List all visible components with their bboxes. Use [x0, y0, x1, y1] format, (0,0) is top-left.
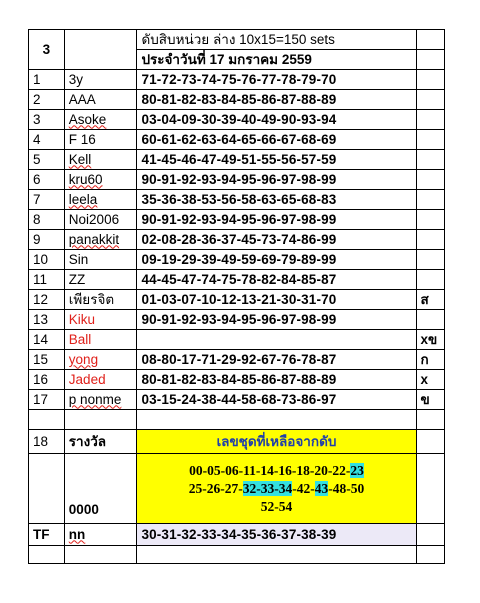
entry-name: Noi2006 — [64, 210, 137, 230]
tf-numbers: 30-31-32-33-34-35-36-37-38-39 — [137, 524, 416, 546]
entry-tag — [416, 230, 444, 250]
highlight-32-34: 32-33-34 — [242, 480, 293, 496]
lottery-sheet-table — [28, 29, 445, 564]
entry-tag — [416, 110, 444, 130]
entry-row — [29, 70, 445, 90]
entry-number: 1 — [29, 70, 65, 90]
entry-name: Jaded — [64, 370, 137, 390]
entry-name: Asoke — [64, 110, 137, 130]
prize-header-row — [29, 430, 445, 454]
entry-row — [29, 90, 445, 110]
entry-number: 4 — [29, 130, 65, 150]
entry-name: Ball — [64, 330, 137, 350]
sheet-title: ดับสิบหน่วย ล่าง 10x15=150 sets — [137, 30, 416, 50]
entry-tag — [416, 310, 444, 330]
entry-tag: xข — [416, 330, 444, 350]
entry-name: AAA — [64, 90, 137, 110]
tf-tag-blank — [416, 524, 444, 546]
highlight-23: 23 — [350, 462, 364, 478]
prize-tag-blank — [416, 430, 444, 454]
entry-row — [29, 190, 445, 210]
entry-tag — [416, 70, 444, 90]
prize-label: รางวัล — [64, 430, 137, 454]
entry-tag — [416, 90, 444, 110]
entry-row — [29, 150, 445, 170]
entry-number: 11 — [29, 270, 65, 290]
entry-number: 10 — [29, 250, 65, 270]
prize-code: 0000 — [64, 454, 137, 524]
entry-tag: ส — [416, 290, 444, 310]
remaining-line-2: 25-26-27-32-33-34-42-43-48-50 — [188, 480, 365, 496]
entry-numbers: 71-72-73-74-75-76-77-78-79-70 — [137, 70, 416, 90]
entry-numbers: 41-45-46-47-49-51-55-56-57-59 — [137, 150, 416, 170]
entry-row — [29, 250, 445, 270]
bottom-blank-row — [29, 546, 445, 564]
header-row-1 — [29, 30, 445, 50]
prize-no-blank — [29, 454, 65, 524]
entry-number: 3 — [29, 110, 65, 130]
header-blank — [64, 30, 137, 70]
entry-number: 6 — [29, 170, 65, 190]
remaining-numbers — [137, 454, 416, 524]
entry-numbers: 90-91-92-93-94-95-96-97-98-99 — [137, 310, 416, 330]
entry-name: Sin — [64, 250, 137, 270]
entry-tag — [416, 250, 444, 270]
entry-numbers: 60-61-62-63-64-65-66-67-68-69 — [137, 130, 416, 150]
entry-numbers: 44-45-47-74-75-78-82-84-85-87 — [137, 270, 416, 290]
entry-numbers: 35-36-38-53-56-58-63-65-68-83 — [137, 190, 416, 210]
remaining-header: เลขชุดที่เหลือจากดับ — [137, 430, 416, 454]
tf-name: nn — [64, 524, 137, 546]
entry-number: 5 — [29, 150, 65, 170]
entry-row — [29, 370, 445, 390]
entry-tag — [416, 150, 444, 170]
entry-tag — [416, 130, 444, 150]
entry-row — [29, 210, 445, 230]
entry-numbers: 02-08-28-36-37-45-73-74-86-99 — [137, 230, 416, 250]
entry-number: 2 — [29, 90, 65, 110]
entry-numbers: 80-81-82-83-84-85-86-87-88-89 — [137, 370, 416, 390]
header-tag-blank — [416, 30, 444, 50]
entry-name: ZZ — [64, 270, 137, 290]
entry-numbers: 03-15-24-38-44-58-68-73-86-97 — [137, 390, 416, 410]
entry-name: kru60 — [64, 170, 137, 190]
header-tag-blank-2 — [416, 50, 444, 70]
sheet-number: 3 — [29, 30, 65, 70]
entry-row — [29, 130, 445, 150]
entry-name: panakkit — [64, 230, 137, 250]
entry-name: Kiku — [64, 310, 137, 330]
entry-row — [29, 290, 445, 310]
entry-row — [29, 310, 445, 330]
highlight-43: 43 — [314, 480, 329, 496]
remaining-line-1: 00-05-06-11-14-16-18-20-22-23 — [189, 462, 364, 478]
entry-row — [29, 230, 445, 250]
entry-name: 3y — [64, 70, 137, 90]
entry-name: F 16 — [64, 130, 137, 150]
entries-body — [29, 70, 445, 410]
remaining-line-3: 52-54 — [260, 498, 293, 514]
entry-row — [29, 350, 445, 370]
entry-number: 13 — [29, 310, 65, 330]
entry-row — [29, 170, 445, 190]
entry-number: 15 — [29, 350, 65, 370]
entry-row — [29, 270, 445, 290]
spacer-row — [29, 410, 445, 430]
tf-label: TF — [29, 524, 65, 546]
entry-tag — [416, 190, 444, 210]
entry-numbers — [137, 330, 416, 350]
entry-number: 8 — [29, 210, 65, 230]
entry-numbers: 09-19-29-39-49-59-69-79-89-99 — [137, 250, 416, 270]
entry-tag — [416, 210, 444, 230]
entry-number: 7 — [29, 190, 65, 210]
entry-numbers: 01-03-07-10-12-13-21-30-31-70 — [137, 290, 416, 310]
entry-numbers: 90-91-92-93-94-95-96-97-98-99 — [137, 170, 416, 190]
entry-number: 16 — [29, 370, 65, 390]
entry-number: 17 — [29, 390, 65, 410]
entry-row — [29, 390, 445, 410]
entry-number: 14 — [29, 330, 65, 350]
entry-number: 12 — [29, 290, 65, 310]
entry-numbers: 08-80-17-71-29-92-67-76-78-87 — [137, 350, 416, 370]
entry-tag — [416, 270, 444, 290]
entry-name: เพียรจิต — [64, 290, 137, 310]
prize-tag-blank-2 — [416, 454, 444, 524]
tf-row — [29, 524, 445, 546]
entry-number: 9 — [29, 230, 65, 250]
entry-numbers: 80-81-82-83-84-85-86-87-88-89 — [137, 90, 416, 110]
sheet-date: ประจำวันที่ 17 มกราคม 2559 — [137, 50, 416, 70]
prize-numbers-row — [29, 454, 445, 524]
entry-tag: ข — [416, 390, 444, 410]
entry-tag — [416, 170, 444, 190]
entry-name: yong — [64, 350, 137, 370]
prize-number: 18 — [29, 430, 65, 454]
entry-row — [29, 330, 445, 350]
entry-numbers: 03-04-09-30-39-40-49-90-93-94 — [137, 110, 416, 130]
entry-name: leela — [64, 190, 137, 210]
entry-name: Kell — [64, 150, 137, 170]
entry-tag: x — [416, 370, 444, 390]
entry-tag: ก — [416, 350, 444, 370]
entry-name: p nonme — [64, 390, 137, 410]
entry-numbers: 90-91-92-93-94-95-96-97-98-99 — [137, 210, 416, 230]
entry-row — [29, 110, 445, 130]
